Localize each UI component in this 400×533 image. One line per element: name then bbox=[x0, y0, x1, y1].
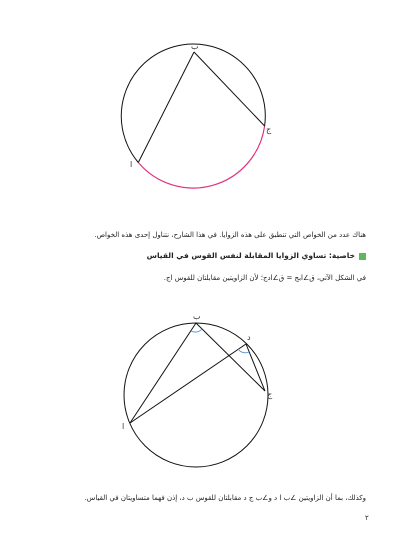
conclusion-paragraph: وكذلك، بما أن الزاويتين ∠ب ا د و∠ب ج د مقابلتان للقوس ب د، إذن فهما متساويتان في القياس. bbox=[84, 494, 366, 502]
figure-description: في الشكل الآتي، ق∠ابج = ق∠ادج؛ لأن الزاويتين مقابلتان للقوس اج. bbox=[163, 274, 366, 282]
page-number: ٢ bbox=[365, 514, 369, 522]
label-c: ج bbox=[267, 390, 273, 399]
label-a: ا bbox=[130, 160, 133, 169]
chord-ba bbox=[138, 52, 194, 163]
label-b: ب bbox=[193, 312, 201, 321]
property-title: خاصية: تساوي الزوايا المقابلة لنفس القوس في القياس bbox=[146, 251, 355, 260]
chord-bc bbox=[194, 52, 265, 126]
intro-paragraph: هناك عدد من الخواص التي تنطبق على هذه الزوايا. في هذا الشارح، نتناول إحدى هذه الخواص. bbox=[94, 231, 366, 239]
chord-da bbox=[130, 344, 246, 423]
circle-upper-arc bbox=[121, 44, 265, 162]
green-square-marker bbox=[359, 253, 366, 260]
property-heading bbox=[147, 251, 366, 261]
label-c: ج bbox=[266, 125, 272, 134]
label-b: ب bbox=[191, 42, 199, 51]
label-a: ا bbox=[122, 422, 125, 431]
angle-marker-d bbox=[238, 349, 249, 353]
equal-angles-figure bbox=[0, 305, 400, 485]
angle-marker-b bbox=[191, 329, 202, 332]
inscribed-angle-figure bbox=[0, 38, 400, 208]
chord-bc bbox=[196, 323, 265, 391]
highlighted-arc-ac bbox=[138, 126, 264, 188]
label-d: د bbox=[247, 333, 251, 342]
chord-ba bbox=[130, 323, 196, 423]
